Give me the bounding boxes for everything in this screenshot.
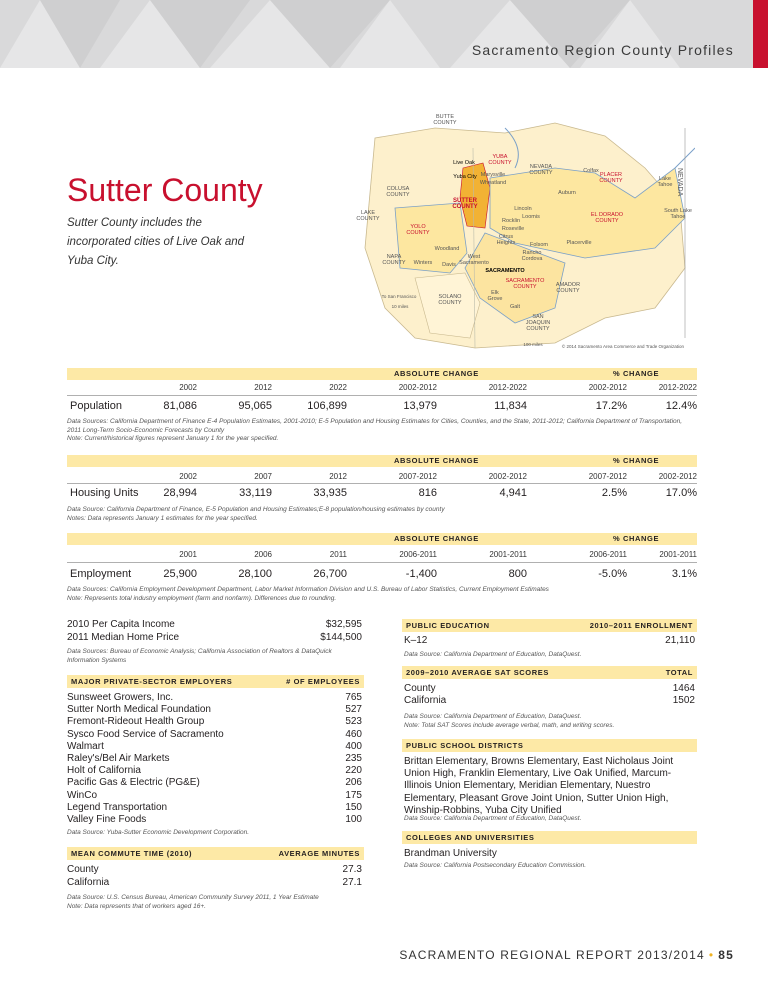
sat-value: 1502 bbox=[672, 695, 695, 706]
employer-name: Valley Fine Foods bbox=[67, 813, 147, 825]
sat-label: California bbox=[404, 695, 447, 706]
sat-state-row bbox=[404, 695, 695, 707]
sat-label: County bbox=[404, 683, 436, 694]
table-row bbox=[67, 802, 362, 814]
housing-hdr-pct: % CHANGE bbox=[613, 456, 660, 465]
housing-value: 4,941 bbox=[499, 487, 527, 499]
employment-value: -5.0% bbox=[598, 568, 627, 580]
employment-col: 2001-2011 bbox=[489, 550, 527, 559]
population-col: 2012 bbox=[254, 383, 272, 392]
population-col: 2002-2012 bbox=[398, 383, 437, 392]
population-col: 2002-2012 bbox=[588, 383, 627, 392]
map-city-lincoln: Lincoln bbox=[514, 206, 532, 212]
education-header-band bbox=[402, 619, 697, 632]
map-label-yolo: YOLO COUNTY bbox=[406, 224, 430, 236]
employer-name: Fremont-Rideout Health Group bbox=[67, 716, 205, 728]
map-city-woodland: Woodland bbox=[434, 246, 460, 252]
map-scale: 10 miles bbox=[391, 304, 409, 309]
education-value: 21,110 bbox=[665, 635, 695, 646]
income-label: 2010 Per Capita Income bbox=[67, 619, 175, 630]
employment-hdr-abs: ABSOLUTE CHANGE bbox=[394, 534, 479, 543]
map-city-loomis: Loomis bbox=[522, 214, 540, 220]
map-city-marysville: Marysville bbox=[480, 172, 506, 178]
employer-name: Pacific Gas & Electric (PG&E) bbox=[67, 777, 200, 789]
housing-value: 28,994 bbox=[163, 487, 197, 499]
employer-name: Sutter North Medical Foundation bbox=[67, 704, 211, 716]
map-label-placer: PLACER COUNTY bbox=[599, 172, 623, 184]
employment-col: 2011 bbox=[329, 550, 347, 559]
housing-col: 2012 bbox=[329, 472, 347, 481]
education-hdr-val: 2010–2011 ENROLLMENT bbox=[589, 621, 693, 630]
population-col: 2002 bbox=[179, 383, 197, 392]
housing-label: Housing Units bbox=[70, 487, 139, 499]
employment-header-band bbox=[67, 533, 697, 545]
employers-hdr-val: # OF EMPLOYEES bbox=[286, 677, 360, 686]
map-label-nevada-county: NEVADA COUNTY bbox=[529, 164, 553, 176]
page-title: Sutter County bbox=[67, 172, 263, 208]
housing-note-1: Data Source: California Department of Finance, E-5 Population and Housing Estimates;E-8 population/housing estimates by county bbox=[67, 506, 445, 513]
commute-hdr-val: AVERAGE MINUTES bbox=[278, 849, 360, 858]
commute-county-row bbox=[67, 864, 362, 876]
map-city-winters: Winters bbox=[413, 260, 433, 266]
map-city-placerville: Placerville bbox=[566, 240, 592, 246]
employer-name: Raley's/Bel Air Markets bbox=[67, 752, 170, 764]
population-rule bbox=[67, 395, 697, 396]
employers-hdr: MAJOR PRIVATE-SECTOR EMPLOYERS bbox=[71, 677, 233, 686]
employers-header-band bbox=[67, 675, 364, 688]
commute-state-row bbox=[67, 877, 362, 889]
employment-col: 2006-2011 bbox=[399, 550, 437, 559]
home-price-row bbox=[67, 632, 362, 644]
population-header-band bbox=[67, 368, 697, 380]
map-city-south-lake-tahoe: South Lake Tahoe bbox=[664, 208, 692, 220]
map-city-sacramento: SACRAMENTO bbox=[485, 268, 525, 274]
population-col-row bbox=[67, 383, 697, 393]
employment-note-1: Data Sources: California Employment Development Department, Labor Market Information Division and U.S. Bureau of Labor Statistics, Current Employment Estimates bbox=[67, 586, 549, 593]
population-value: 11,834 bbox=[494, 400, 527, 412]
population-label: Population bbox=[70, 400, 122, 412]
population-hdr-abs: ABSOLUTE CHANGE bbox=[394, 369, 479, 378]
map-label-sutter: SUTTER COUNTY bbox=[452, 198, 478, 210]
employer-count: 220 bbox=[345, 765, 362, 777]
sat-hdr: 2009–2010 AVERAGE SAT SCORES bbox=[406, 668, 549, 677]
page-number: 85 bbox=[718, 948, 734, 962]
employment-col: 2006 bbox=[254, 550, 272, 559]
employer-count: 150 bbox=[345, 801, 362, 813]
housing-value: 17.0% bbox=[665, 487, 697, 499]
income-value: $32,595 bbox=[325, 619, 362, 630]
housing-col: 2007 bbox=[254, 472, 272, 481]
map-city-west-sacramento: West Sacramento bbox=[459, 254, 489, 266]
districts-text: Brittan Elementary, Browns Elementary, East Nicholaus Joint Union High, Franklin Elementary, Live Oak Unified, Marcum-Illinois Union Elementary, Meridian Elementary, Nuestro Elementary, Pleasant Grove Joint Union, Sutter Union High, Winship-Robbins, Yuba City Unified bbox=[404, 756, 674, 816]
commute-header-band bbox=[67, 847, 364, 860]
housing-col: 2002-2012 bbox=[658, 472, 697, 481]
map-label-amador: AMADOR COUNTY bbox=[555, 282, 581, 294]
map-city-davis: Davis bbox=[442, 262, 456, 268]
housing-value: 33,119 bbox=[239, 487, 272, 499]
education-note: Data Source: California Department of Education, DataQuest. bbox=[404, 651, 582, 658]
colleges-note: Data Source: California Postsecondary Education Commission. bbox=[404, 862, 587, 869]
employment-note-2: Note: Represents total industry employment (farm and nonfarm). Differences due to rounding. bbox=[67, 595, 337, 602]
employer-count: 175 bbox=[345, 789, 362, 801]
sat-county-row bbox=[404, 683, 695, 695]
employers-note: Data Source: Yuba-Sutter Economic Development Corporation. bbox=[67, 829, 250, 836]
population-value: 81,086 bbox=[163, 400, 197, 412]
population-value: 13,979 bbox=[403, 400, 437, 412]
sat-note-2: Note: Total SAT Scores include average verbal, math, and writing scores. bbox=[404, 722, 615, 729]
home-price-label: 2011 Median Home Price bbox=[67, 632, 180, 643]
employer-name: Legend Transportation bbox=[67, 801, 168, 813]
income-row bbox=[67, 619, 362, 631]
employer-name: Sunsweet Growers, Inc. bbox=[67, 692, 174, 703]
employer-name: Walmart bbox=[67, 740, 104, 752]
employers-list bbox=[67, 692, 362, 826]
population-col: 2012-2022 bbox=[658, 383, 697, 392]
sat-value: 1464 bbox=[672, 683, 695, 694]
housing-col: 2007-2012 bbox=[588, 472, 627, 481]
housing-col: 2002-2012 bbox=[488, 472, 527, 481]
map-city-wheatland: Wheatland bbox=[479, 180, 507, 186]
map-label-solano: SOLANO COUNTY bbox=[438, 294, 462, 306]
housing-col-row bbox=[67, 472, 697, 482]
table-row bbox=[67, 777, 362, 789]
map-city-galt: Galt bbox=[509, 304, 521, 310]
footer-dot: • bbox=[708, 948, 715, 962]
commute-label: California bbox=[67, 877, 110, 888]
map-city-colfax: Colfax bbox=[583, 168, 599, 174]
table-row bbox=[67, 814, 362, 826]
districts-header-band bbox=[402, 739, 697, 752]
table-row bbox=[67, 753, 362, 765]
employment-value: 26,700 bbox=[313, 568, 347, 580]
sat-header-band bbox=[402, 666, 697, 679]
employment-col: 2001-2011 bbox=[659, 550, 697, 559]
region-map bbox=[355, 108, 695, 358]
map-city-folsom: Folsom bbox=[529, 242, 549, 248]
running-head: Sacramento Region County Profiles bbox=[471, 42, 734, 58]
footer bbox=[399, 948, 734, 962]
employer-count: 206 bbox=[345, 777, 362, 789]
population-value: 95,065 bbox=[238, 400, 272, 412]
employment-col: 2006-2011 bbox=[589, 550, 627, 559]
commute-label: County bbox=[67, 864, 99, 875]
table-row bbox=[67, 790, 362, 802]
employer-count: 460 bbox=[345, 728, 362, 740]
map-label-colusa: COLUSA COUNTY bbox=[386, 186, 410, 198]
population-row bbox=[67, 400, 697, 414]
map-label-san-joaquin: SAN JOAQUIN COUNTY bbox=[525, 314, 551, 332]
table-row bbox=[67, 704, 362, 716]
map-to-sf: To San Francisco bbox=[381, 294, 417, 299]
income-note: Data Sources: Bureau of Economic Analysis; California Association of Realtors & DataQuick Information Systems bbox=[67, 648, 332, 664]
education-hdr: PUBLIC EDUCATION bbox=[406, 621, 490, 630]
employment-value: -1,400 bbox=[405, 568, 437, 580]
table-row bbox=[67, 729, 362, 741]
employment-col: 2001 bbox=[179, 550, 197, 559]
colleges-header-band bbox=[402, 831, 697, 844]
employer-count: 235 bbox=[345, 752, 362, 764]
education-label: K–12 bbox=[404, 635, 428, 646]
housing-value: 33,935 bbox=[313, 487, 347, 499]
housing-value: 2.5% bbox=[601, 487, 627, 499]
intro-text: Sutter County includes the incorporated cities of Live Oak and Yuba City. bbox=[67, 217, 245, 267]
education-row bbox=[404, 635, 695, 647]
employer-count: 400 bbox=[345, 740, 362, 752]
employer-count: 527 bbox=[345, 704, 362, 716]
map-city-citrus-heights: Citrus Heights bbox=[496, 234, 516, 246]
housing-hdr-abs: ABSOLUTE CHANGE bbox=[394, 456, 479, 465]
employment-value: 800 bbox=[508, 568, 527, 580]
housing-rule bbox=[67, 483, 697, 484]
housing-col: 2007-2012 bbox=[398, 472, 437, 481]
sat-note-1: Data Source: California Department of Education, DataQuest. bbox=[404, 713, 582, 720]
employer-count: 100 bbox=[345, 813, 362, 825]
employment-row bbox=[67, 568, 697, 582]
colleges-text: Brandman University bbox=[404, 848, 497, 859]
housing-note-2: Notes: Data represents January 1 estimates for the year specified. bbox=[67, 515, 258, 522]
employment-rule bbox=[67, 562, 697, 563]
sat-hdr-val: TOTAL bbox=[665, 668, 693, 677]
map-city-roseville: Roseville bbox=[501, 226, 525, 232]
red-tab bbox=[753, 0, 768, 68]
map-city-rancho-cordova: Rancho Cordova bbox=[521, 250, 543, 262]
map-city-yuba-city: Yuba City bbox=[453, 174, 477, 180]
employment-value: 28,100 bbox=[238, 568, 272, 580]
population-value: 17.2% bbox=[595, 400, 627, 412]
districts-hdr: PUBLIC SCHOOL DISTRICTS bbox=[406, 741, 524, 750]
map-label-napa: NAPA COUNTY bbox=[382, 254, 406, 266]
map-label-lake: LAKE COUNTY bbox=[356, 210, 380, 222]
employment-col-row bbox=[67, 550, 697, 560]
map-label-el-dorado: EL DORADO COUNTY bbox=[590, 212, 624, 224]
population-col: 2012-2022 bbox=[488, 383, 527, 392]
map-label-sacramento-county: SACRAMENTO COUNTY bbox=[505, 278, 545, 290]
housing-col: 2002 bbox=[179, 472, 197, 481]
map-label-yuba: YUBA COUNTY bbox=[488, 154, 512, 166]
commute-value: 27.3 bbox=[342, 864, 362, 875]
map-credit: © 2014 Sacramento Area Commerce and Trade Organization bbox=[561, 344, 685, 349]
map-city-auburn: Auburn bbox=[558, 190, 576, 196]
employer-name: Sysco Food Service of Sacramento bbox=[67, 728, 224, 740]
map-city-live-oak: Live Oak bbox=[453, 160, 475, 166]
population-col: 2022 bbox=[329, 383, 347, 392]
map-label-butte: BUTTE COUNTY bbox=[433, 114, 457, 126]
table-row bbox=[67, 765, 362, 777]
housing-value: 816 bbox=[418, 487, 437, 499]
commute-value: 27.1 bbox=[342, 877, 362, 888]
table-row bbox=[67, 716, 362, 728]
map-city-rocklin: Rocklin bbox=[501, 218, 521, 224]
employer-name: WinCo bbox=[67, 789, 98, 801]
employer-count: 765 bbox=[345, 692, 362, 703]
population-note-1: Data Sources: California Department of Finance E-4 Population Estimates, 2001-2010; E-5 Population and Housing Estimates for Cities, Counties, and the State, 2011-2012; California Department of Transportation, 2011 Long-Term Socio-Economic Forecasts by County bbox=[67, 418, 683, 434]
colleges-hdr: COLLEGES AND UNIVERSITIES bbox=[406, 833, 535, 842]
population-value: 12.4% bbox=[665, 400, 697, 412]
table-row bbox=[67, 741, 362, 753]
commute-note-2: Note: Data represents that of workers aged 16+. bbox=[67, 903, 206, 910]
commute-note-1: Data Source: U.S. Census Bureau, American Community Survey 2011, 1 Year Estimate bbox=[67, 894, 319, 901]
employment-value: 25,900 bbox=[163, 568, 197, 580]
commute-hdr: MEAN COMMUTE TIME (2010) bbox=[71, 849, 193, 858]
map-label-nevada-state: NEVADA bbox=[676, 168, 683, 197]
employment-value: 3.1% bbox=[671, 568, 697, 580]
map-city-lake-tahoe: Lake Tahoe bbox=[657, 176, 673, 188]
employer-count: 523 bbox=[345, 716, 362, 728]
population-value: 106,899 bbox=[307, 400, 347, 412]
employment-label: Employment bbox=[70, 568, 132, 580]
housing-header-band bbox=[67, 455, 697, 467]
districts-note: Data Source: California Department of Education, DataQuest. bbox=[404, 815, 582, 822]
employment-hdr-pct: % CHANGE bbox=[613, 534, 660, 543]
table-row bbox=[67, 692, 362, 704]
home-price-value: $144,500 bbox=[320, 632, 362, 643]
map-city-elk-grove: Elk Grove bbox=[487, 290, 503, 302]
employer-name: Holt of California bbox=[67, 765, 141, 777]
map-scale-2: 100 miles bbox=[523, 342, 543, 347]
housing-row bbox=[67, 487, 697, 501]
population-hdr-pct: % CHANGE bbox=[613, 369, 660, 378]
footer-report: SACRAMENTO REGIONAL REPORT 2013/2014 bbox=[399, 948, 705, 962]
population-note-2: Note: Current/historical figures represent January 1 for the year specified. bbox=[67, 435, 279, 442]
